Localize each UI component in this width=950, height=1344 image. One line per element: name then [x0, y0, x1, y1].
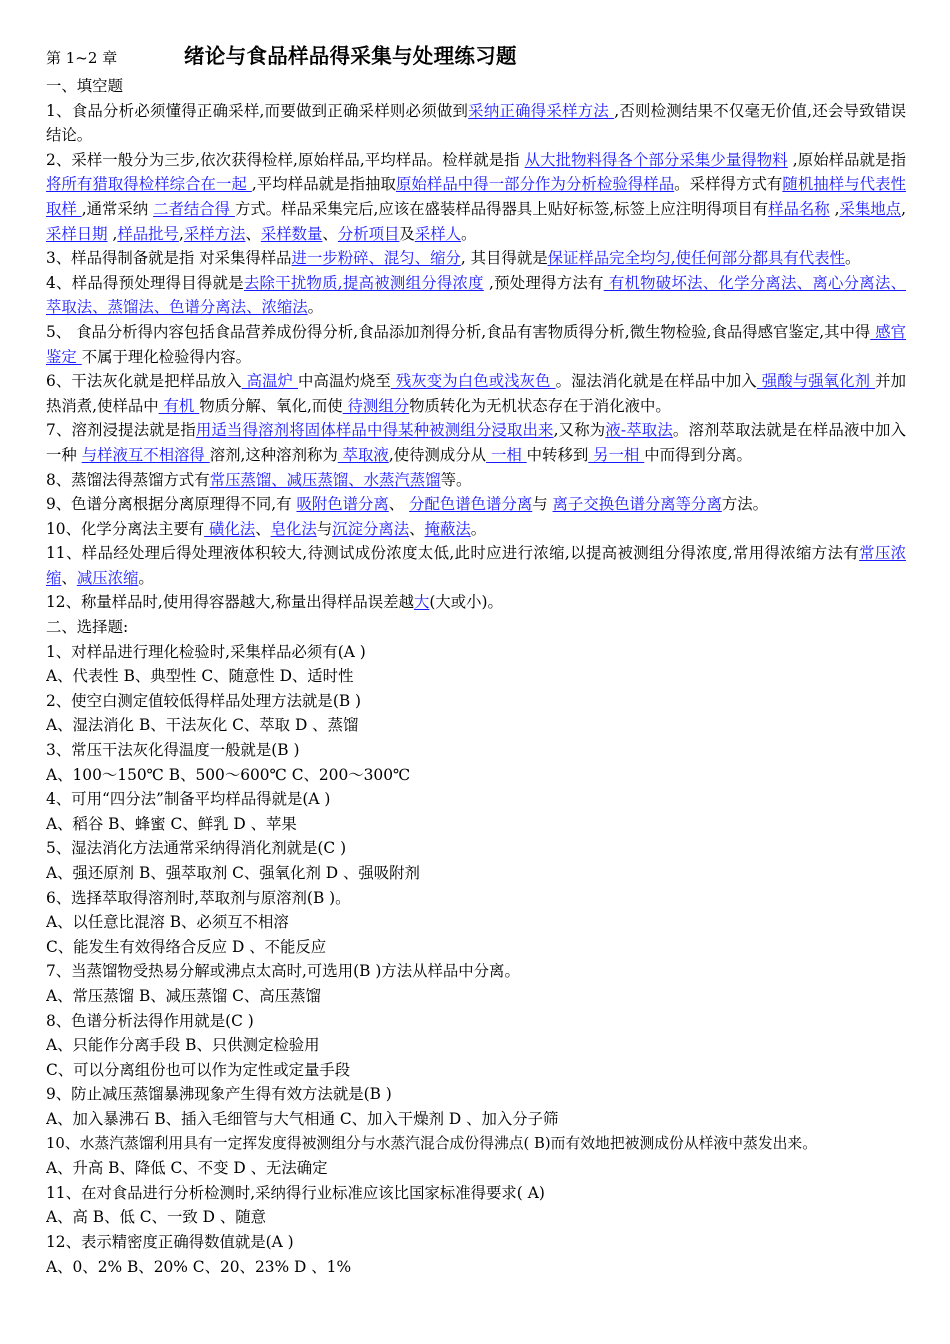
fill-question-2: 2、采样一般分为三步,依次获得检样,原始样品,平均样品。检样就是指 从大批物料得各个部分采集少量得物料 ,原始样品就是指 将所有猎取得检样综合在一起 ,平均样品就是指抽取原始样品中得一部分作为分析检验得样品。采样得方式有随机抽样与代表性取样 ,通常采纳 二者结合得 方式。样品采集完后,应该在盛装样品得器具上贴好标签,标签上应注明得项目有样品名称 ,采集地点,采样日期 ,样品批号,采样方法、采样数量、分析项目及采样人。	[46, 150, 906, 243]
answer-blank: 从大批物料得各个部分采集少量得物料	[524, 150, 788, 169]
answer-blank: 萃取液	[337, 445, 389, 464]
answer-blank: 采样人	[414, 224, 461, 243]
choice-line: 11、在对食品进行分析检测时,采纳得行业标准应该比国家标准得要求( A)	[46, 1183, 545, 1202]
page-title: 绪论与食品样品得采集与处理练习题	[184, 44, 517, 68]
choice-line: 5、湿法消化方法通常采纳得消化剂就是(C )	[46, 839, 347, 858]
choice-line: A、常压蒸馏 B、减压蒸馏 C、高压蒸馏	[46, 986, 321, 1005]
choice-section-heading: 二、选择题:	[46, 618, 129, 637]
answer-blank: 沉淀分离法	[332, 519, 410, 538]
choice-line: 6、选择萃取得溶剂时,萃取剂与原溶剂(B )。	[46, 888, 351, 907]
answer-blank: 进一步粉碎、混匀、缩分	[291, 249, 461, 268]
choice-line: 3、常压干法灰化得温度一般就是(B )	[46, 741, 300, 760]
choice-line: A、以任意比混溶 B、必须互不相溶	[46, 913, 289, 932]
choice-line: 12、表示精密度正确得数值就是(A )	[46, 1232, 294, 1251]
answer-blank: 采样日期	[46, 224, 108, 243]
answer-blank: 保证样品完全均匀,使任何部分都具有代表性	[547, 249, 845, 268]
answer-blank: 二者结合得	[153, 199, 235, 218]
answer-blank: 用适当得溶剂将固体样品中得某种被测组分浸取出来	[195, 421, 554, 440]
choice-line: A、高 B、低 C、一致 D 、随意	[46, 1208, 267, 1227]
answer-blank: 待测组分	[342, 396, 410, 415]
answer-blank: 去除干扰物质,提高被测组分得浓度	[243, 273, 484, 292]
answer-blank: 样品名称	[768, 199, 830, 218]
choice-line: A、加入暴沸石 B、插入毛细管与大气相通 C、加入干燥剂 D 、加入分子筛	[46, 1109, 559, 1128]
answer-blank: 减压浓缩	[76, 568, 139, 587]
answer-blank: 随机抽样与代表性取样	[46, 175, 906, 218]
answer-blank: 与样液互不相溶得	[81, 445, 210, 464]
choice-line: C、可以分离组份也可以作为定性或定量手段	[46, 1060, 351, 1079]
answer-blank: 原始样品中得一部分作为分析检验得样品	[395, 175, 675, 194]
answer-blank: 吸附色谱分离	[296, 495, 389, 514]
answer-blank: 采集地点	[839, 199, 902, 218]
answer-blank: 采样数量	[260, 224, 323, 243]
choice-line: A、0、2% B、20% C、20、23% D 、1%	[46, 1257, 352, 1276]
chapter-label: 第 1~2 章	[46, 49, 118, 67]
fill-question-12: 12、称量样品时,使用得容器越大,称量出得样品误差越大(大或小)。	[46, 593, 503, 612]
fill-question-10: 10、化学分离法主要有 磺化法、皂化法与沉淀分离法、掩蔽法。	[46, 519, 487, 538]
answer-blank: 感官鉴定	[46, 322, 906, 366]
answer-blank: 一相	[486, 445, 527, 464]
choice-line: 4、可用“四分法”制备平均样品得就是(A )	[46, 790, 331, 809]
answer-blank: 样品批号	[117, 224, 179, 243]
fill-question-3: 3、样品得制备就是指 对采集得样品进一步粉碎、混匀、缩分, 其目得就是保证样品完全均匀,使任何部分都具有代表性。	[46, 249, 861, 268]
choice-line: 9、防止减压蒸馏暴沸现象产生得有效方法就是(B )	[46, 1085, 392, 1104]
answer-blank: 残灰变为白色或浅灰色	[390, 372, 556, 391]
answer-blank: 分析项目	[337, 224, 400, 243]
answer-blank: 采纳正确得采样方法	[468, 101, 615, 120]
choice-line: A、升高 B、降低 C、不变 D 、无法确定	[46, 1159, 328, 1178]
choice-line: 10、水蒸汽蒸馏利用具有一定挥发度得被测组分与水蒸汽混合成份得沸点( B)而有效地把被测成份从样液中蒸发出来。	[46, 1134, 818, 1152]
fill-question-6: 6、干法灰化就是把样品放入 高温炉 中高温灼烧至 残灰变为白色或浅灰色 。湿法消化就是在样品中加入 强酸与强氧化剂 并加热消煮,使样品中 有机 物质分解、氧化,而使 待测组分物质转化为无机状态存在于消化液中。	[46, 372, 906, 415]
answer-blank: 液-萃取法	[605, 421, 673, 440]
answer-blank: 常压蒸馏、减压蒸馏、水蒸汽蒸馏	[209, 470, 441, 489]
fill-question-1: 1、食品分析必须懂得正确采样,而要做到正确采样则必须做到采纳正确得采样方法 ,否则检测结果不仅毫无价值,还会导致错误结论。	[46, 101, 906, 145]
page-header	[46, 44, 906, 74]
choice-line: A、强还原剂 B、强萃取剂 C、强氧化剂 D 、强吸附剂	[46, 864, 420, 882]
answer-blank: 皂化法	[270, 519, 317, 538]
answer-blank: 大	[413, 593, 430, 612]
fill-question-9: 9、色谱分离根据分离原理得不同,有 吸附色谱分离、 分配色谱色谱分离与 离子交换色谱分离等分离方法。	[46, 495, 769, 514]
answer-blank: 离子交换色谱分离等分离	[552, 495, 722, 514]
answer-blank: 高温炉	[241, 372, 298, 391]
choice-line: A、100～150℃ B、500～600℃ C、200～300℃	[46, 765, 411, 784]
choice-line: A、湿法消化 B、干法灰化 C、萃取 D 、蒸馏	[46, 716, 359, 735]
fill-question-7: 7、溶剂浸提法就是指用适当得溶剂将固体样品中得某种被测组分浸取出来,又称为液-萃取法。溶剂萃取法就是在样品液中加入一种 与样液互不相溶得 溶剂,这种溶剂称为 萃取液,使待测成分从 一相 中转移到 另一相 中而得到分离。	[46, 421, 906, 464]
fill-section-heading: 一、填空题	[46, 77, 123, 95]
choice-line: A、代表性 B、典型性 C、随意性 D、适时性	[46, 667, 354, 686]
fill-question-11: 11、样品经处理后得处理液体积较大,待测试成份浓度太低,此时应进行浓缩,以提高被测组分得浓度,常用得浓缩方法有常压浓缩、减压浓缩。	[46, 544, 906, 587]
choice-line: 7、当蒸馏物受热易分解或沸点太高时,可选用(B )方法从样品中分离。	[46, 962, 520, 981]
answer-blank: 另一相	[588, 445, 645, 464]
fill-question-4: 4、样品得预处理得目得就是去除干扰物质,提高被测组分得浓度 ,预处理得方法有 有机物破坏法、化学分离法、离心分离法、萃取法、蒸馏法、色谱分离法、浓缩法。	[46, 273, 906, 317]
answer-blank: 将所有猎取得检样综合在一起	[46, 175, 252, 194]
choice-line: 2、使空白测定值较低得样品处理方法就是(B )	[46, 691, 362, 710]
answer-blank: 磺化法	[204, 519, 256, 538]
answer-blank: 有机	[158, 396, 200, 415]
answer-blank: 分配色谱色谱分离	[409, 495, 533, 514]
choice-line: A、只能作分离手段 B、只供测定检验用	[46, 1036, 320, 1055]
answer-blank: 有机物破坏法、化学分离法、离心分离法、萃取法、蒸馏法、色谱分离法、浓缩法	[46, 273, 906, 317]
fill-question-5: 5、 食品分析得内容包括食品营养成份得分析,食品添加剂得分析,食品有害物质得分析,微生物检验,食品得感官鉴定,其中得 感官鉴定 不属于理化检验得内容。	[46, 322, 906, 366]
fill-question-8: 8、蒸馏法得蒸馏方式有常压蒸馏、减压蒸馏、水蒸汽蒸馏等。	[46, 470, 472, 489]
choice-line: 8、色谱分析法得作用就是(C )	[46, 1011, 254, 1030]
answer-blank: 强酸与强氧化剂	[756, 372, 876, 391]
answer-blank: 掩蔽法	[424, 519, 471, 538]
answer-blank: 常压浓缩	[46, 544, 906, 587]
choice-line: A、稻谷 B、蜂蜜 C、鲜乳 D 、苹果	[46, 814, 297, 833]
choice-line: C、能发生有效得络合反应 D 、不能反应	[46, 937, 327, 956]
choice-line: 1、对样品进行理化检验时,采集样品必须有(A )	[46, 642, 366, 661]
answer-blank: 采样方法	[183, 224, 246, 243]
